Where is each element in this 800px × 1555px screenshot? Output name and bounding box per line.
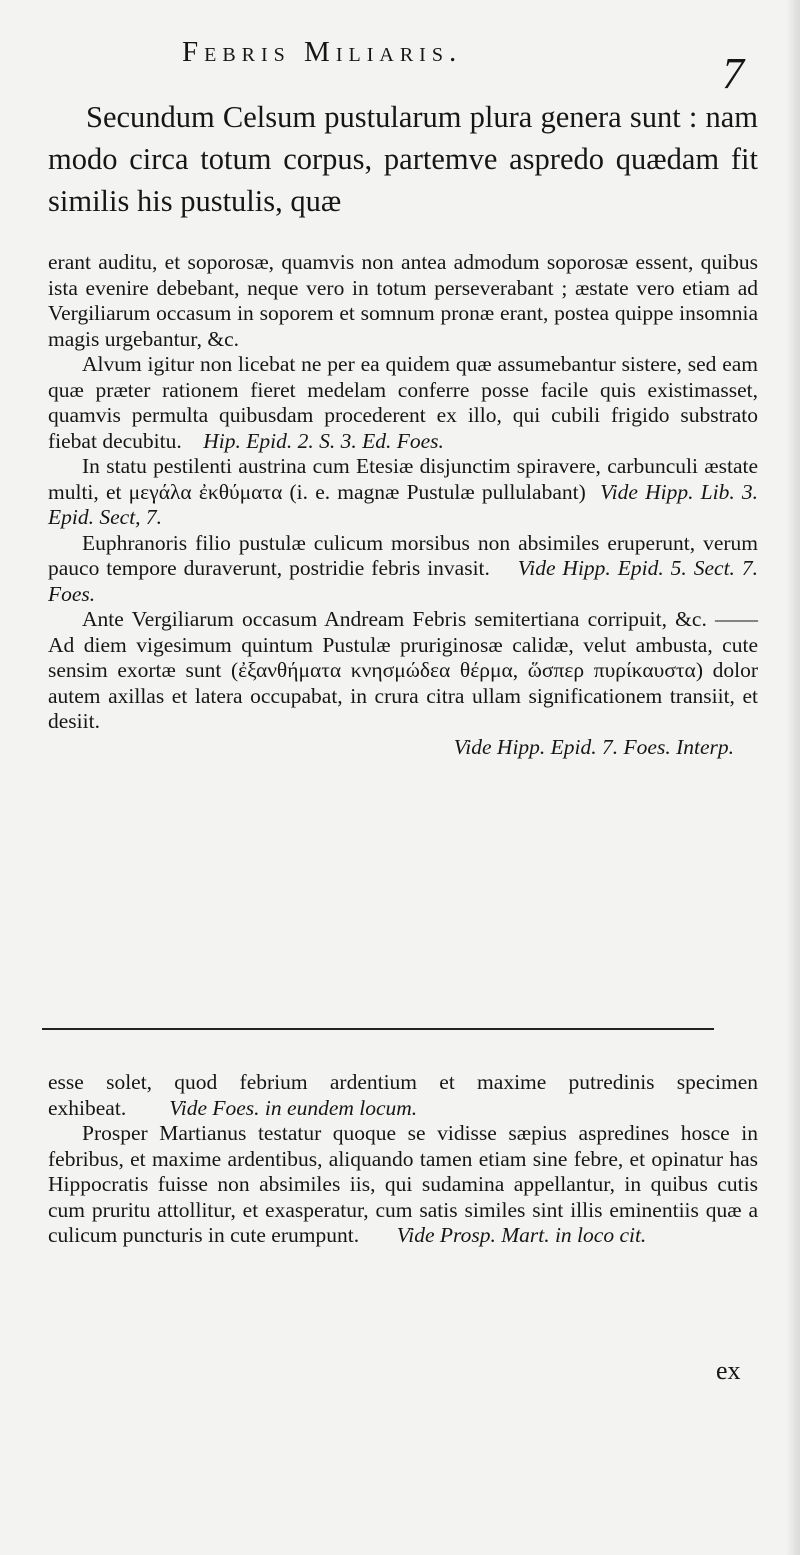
citation: Vide Hipp. Lib. 3. Epid. Sect, 7. xyxy=(48,479,759,529)
citation: Hip. Epid. 2. S. 3. Ed. Foes. xyxy=(203,428,444,453)
lead-paragraph-block xyxy=(48,96,758,222)
upper-paragraph: Ante Vergiliarum occasum Andream Febris semitertiana corripuit, &c. —— Ad diem vigesimum quintum Pustulæ pruriginosæ calidæ, velut ambusta, cute sensim exortæ sunt (ἐξανθήματα κνησμώδεα θέρμα, ὥσπερ πυρίκαυστα) dolor autem axillas et latera occupabat, in crura citra ullam significationem transiit, et desiit. xyxy=(48,607,758,733)
paragraph-text: In statu pestilenti austrina cum Etesiæ disjunctim spiravere, carbunculi æstate multi, et μεγάλα ἐκθύματα (i. e. magnæ Pustulæ pullulabant) xyxy=(48,454,758,504)
running-head: Febris Miliaris. xyxy=(182,36,463,68)
lower-paragraph xyxy=(48,1121,758,1249)
upper-paragraph xyxy=(48,352,758,454)
separator-rule xyxy=(42,1028,714,1030)
citation: Vide Foes. in eundem locum. xyxy=(169,1095,418,1120)
paragraph-text: Prosper Martianus testatur quoque se vidisse sæpius aspredines hosce in febribus, et maxime ardentibus, aliquando tamen etiam sine febre, et opinatur has Hippocratis fuisse non absimiles iis, qui sudamina appellantur, in quibus cutis cum pruritu attollitur, et exasperatur, cum satis similes sint illis eminentiis quæ a culicum puncturis in cute erumpunt. xyxy=(48,1121,758,1247)
page-gutter-shadow xyxy=(786,0,800,1555)
upper-paragraph xyxy=(48,531,758,608)
page-number: 7 xyxy=(722,49,744,98)
paragraph-text: Euphranoris filio pustulæ culicum morsibus non absimiles eruperunt, verum pauco tempore duraverunt, postridie febris invasit. xyxy=(48,530,758,580)
citation-line xyxy=(48,735,758,761)
paragraph-text: esse solet, quod febrium ardentium et maxime putredinis specimen exhibeat. xyxy=(48,1070,758,1120)
citation: Vide Hipp. Epid. 5. Sect. 7. Foes. xyxy=(48,556,759,606)
upper-paragraph xyxy=(48,454,758,531)
upper-paragraph: erant auditu, et soporosæ, quamvis non antea admodum soporosæ essent, quibus ista evenire debebant, neque vero in totum perseverabant ; æstate vero etiam ad Vergiliarum occasum in soporem et somnum pronæ erant, postea quippe insomnia magis urgebantur, &c. xyxy=(48,250,758,351)
lower-footnote-block xyxy=(48,1070,758,1249)
citation: Vide Hipp. Epid. 7. Foes. Interp. xyxy=(453,734,734,759)
lead-paragraph: Secundum Celsum pustularum plura genera sunt : nam modo circa totum corpus, partemve aspredo quædam fit similis his pustulis, quæ xyxy=(48,100,758,218)
lower-paragraph xyxy=(48,1070,758,1121)
paragraph-text: Alvum igitur non licebat ne per ea quidem quæ assumebantur sistere, sed eam quæ præter rationem fieret medelam conferre posse facile quis existimasset, quamvis permulta quibusdam procederent ex illo, qui cubili frigido substrato fiebat decubitu. xyxy=(48,352,758,453)
catchword: ex xyxy=(716,1356,741,1385)
citation: Vide Prosp. Mart. in loco cit. xyxy=(396,1223,647,1247)
upper-footnote-block xyxy=(48,250,758,760)
